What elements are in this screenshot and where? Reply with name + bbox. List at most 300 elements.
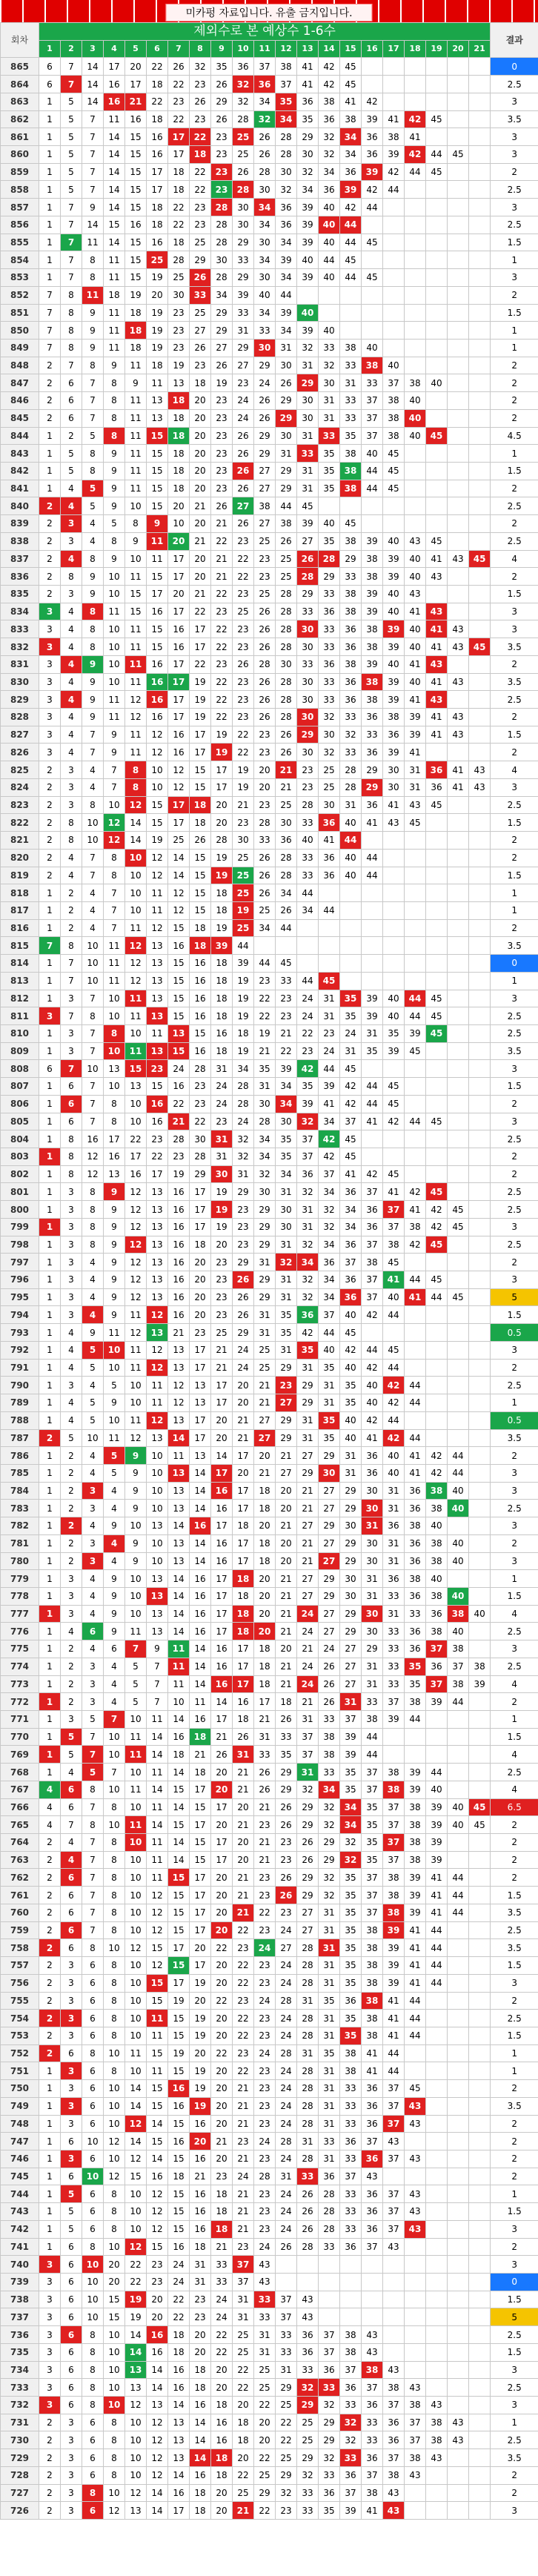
number-cell: 1 (39, 1534, 61, 1552)
number-cell: 28 (276, 603, 297, 620)
highlighted-number-red: 16 (147, 1095, 168, 1113)
empty-cell (362, 251, 383, 269)
number-cell: 22 (233, 1974, 254, 1992)
number-cell: 24 (276, 2115, 297, 2133)
number-cell: 43 (383, 2361, 405, 2379)
number-cell: 29 (319, 1570, 340, 1588)
number-cell: 23 (319, 1024, 340, 1042)
number-cell: 41 (426, 673, 448, 691)
empty-cell (405, 955, 426, 973)
number-cell: 11 (125, 480, 147, 497)
highlighted-number-red: 34 (297, 1254, 319, 1271)
number-cell: 38 (362, 2484, 383, 2502)
number-cell: 6 (61, 2044, 82, 2062)
empty-cell (469, 1781, 491, 1798)
empty-cell (469, 357, 491, 374)
empty-cell (469, 2397, 491, 2414)
number-cell: 29 (254, 427, 276, 445)
number-cell: 12 (168, 901, 190, 919)
number-cell: 16 (190, 2220, 211, 2238)
number-cell: 11 (125, 1728, 147, 1746)
number-cell: 43 (405, 2379, 426, 2397)
number-cell: 14 (190, 1464, 211, 1482)
number-cell: 22 (254, 2502, 276, 2520)
number-cell: 38 (383, 1887, 405, 1904)
number-cell: 36 (362, 2115, 383, 2133)
highlighted-number-red: 39 (340, 181, 362, 199)
number-cell: 1 (39, 110, 61, 128)
number-cell: 16 (168, 1218, 190, 1236)
number-cell: 41 (383, 2027, 405, 2044)
empty-cell (469, 2361, 491, 2379)
number-cell: 1 (39, 1377, 61, 1394)
highlighted-number-green: 38 (340, 462, 362, 480)
number-cell: 17 (190, 1429, 211, 1447)
number-cell: 7 (82, 1798, 104, 1816)
number-cell: 12 (147, 867, 168, 884)
number-cell: 20 (147, 2308, 168, 2326)
number-cell: 13 (168, 1341, 190, 1359)
number-cell: 30 (297, 392, 319, 410)
empty-cell (383, 2291, 405, 2308)
empty-cell (362, 497, 383, 515)
highlighted-number-red: 12 (125, 1236, 147, 1254)
number-cell: 12 (168, 1394, 190, 1412)
result-cell: 2 (491, 1992, 538, 2010)
number-cell: 12 (147, 1341, 168, 1359)
number-cell: 23 (211, 427, 233, 445)
result-cell: 1.5 (491, 2203, 538, 2221)
number-cell: 5 (61, 1746, 82, 1764)
number-cell: 21 (254, 1377, 276, 1394)
empty-cell (448, 867, 469, 884)
number-cell: 4 (61, 1359, 82, 1377)
number-cell: 20 (147, 286, 168, 304)
number-cell: 6 (61, 2343, 82, 2361)
result-cell: 1.5 (491, 1728, 538, 1746)
number-cell: 6 (82, 2449, 104, 2467)
number-cell: 36 (362, 2220, 383, 2238)
number-cell: 10 (125, 1869, 147, 1887)
table-row (1, 1007, 538, 1025)
number-cell: 30 (297, 673, 319, 691)
number-cell: 45 (362, 234, 383, 251)
empty-cell (426, 867, 448, 884)
highlighted-number-red: 20 (211, 1781, 233, 1798)
number-cell: 30 (254, 1095, 276, 1113)
number-cell: 24 (211, 2308, 233, 2326)
empty-cell (426, 445, 448, 463)
number-cell: 1 (39, 1271, 61, 1289)
number-cell: 32 (319, 357, 340, 374)
empty-cell (469, 867, 491, 884)
highlighted-number-red: 12 (125, 2115, 147, 2133)
number-cell: 7 (82, 849, 104, 867)
number-cell: 45 (405, 2080, 426, 2098)
number-cell: 7 (104, 884, 125, 902)
number-cell: 10 (82, 2291, 104, 2308)
number-cell: 35 (319, 532, 340, 550)
number-cell: 33 (297, 655, 319, 673)
number-cell: 22 (233, 726, 254, 744)
result-cell: 1.5 (491, 1887, 538, 1904)
table-row (1, 357, 538, 374)
number-cell: 14 (168, 1587, 190, 1605)
number-cell: 23 (254, 2080, 276, 2098)
number-cell: 38 (362, 638, 383, 656)
number-cell: 12 (125, 1218, 147, 1236)
number-cell: 24 (297, 1007, 319, 1025)
empty-cell (405, 901, 426, 919)
number-cell: 1 (39, 1570, 61, 1588)
number-cell: 40 (383, 1288, 405, 1306)
number-cell: 21 (276, 1623, 297, 1640)
table-row (1, 1165, 538, 1183)
number-cell: 13 (147, 955, 168, 973)
number-cell: 39 (340, 1728, 362, 1746)
number-cell: 2 (39, 2449, 61, 2467)
highlighted-number-green: 17 (168, 673, 190, 691)
round-number: 743 (1, 2203, 39, 2221)
number-cell: 20 (190, 462, 211, 480)
number-cell: 17 (211, 1623, 233, 1640)
highlighted-number-red: 44 (340, 832, 362, 850)
number-cell: 44 (340, 234, 362, 251)
empty-cell (405, 234, 426, 251)
number-cell: 11 (104, 304, 125, 322)
number-cell: 26 (276, 2238, 297, 2256)
number-cell: 17 (147, 163, 168, 181)
empty-cell (448, 1271, 469, 1289)
number-cell: 30 (362, 1534, 383, 1552)
number-cell: 40 (426, 1781, 448, 1798)
empty-cell (448, 163, 469, 181)
number-cell: 17 (147, 181, 168, 199)
number-cell: 44 (362, 1341, 383, 1359)
number-cell: 18 (168, 480, 190, 497)
number-cell: 12 (125, 972, 147, 990)
round-number: 799 (1, 1218, 39, 1236)
table-row (1, 849, 538, 867)
number-cell: 4 (61, 1764, 82, 1781)
number-cell: 36 (362, 2203, 383, 2221)
number-cell: 28 (340, 778, 362, 796)
number-cell: 31 (276, 2361, 297, 2379)
number-cell: 23 (211, 480, 233, 497)
number-cell: 11 (82, 234, 104, 251)
number-cell: 20 (190, 515, 211, 533)
number-cell: 44 (276, 919, 297, 937)
number-cell: 3 (61, 1042, 82, 1060)
number-cell: 28 (297, 2080, 319, 2098)
empty-cell (448, 58, 469, 76)
number-cell: 38 (362, 620, 383, 638)
number-cell: 38 (405, 2449, 426, 2467)
empty-cell (383, 269, 405, 287)
number-cell: 8 (104, 1957, 125, 1975)
number-cell: 42 (426, 1447, 448, 1465)
result-cell: 2.5 (491, 76, 538, 93)
number-cell: 42 (319, 1148, 340, 1166)
highlighted-number-red: 32 (297, 2379, 319, 2397)
round-number: 856 (1, 216, 39, 234)
empty-cell (469, 568, 491, 586)
number-cell: 10 (104, 2238, 125, 2256)
empty-cell (469, 2274, 491, 2291)
number-cell: 15 (190, 1851, 211, 1869)
empty-cell (426, 2326, 448, 2344)
number-cell: 16 (190, 2185, 211, 2203)
number-cell: 37 (362, 1271, 383, 1289)
number-cell: 14 (168, 2397, 190, 2414)
highlighted-number-red: 42 (405, 110, 426, 128)
number-cell: 35 (340, 1904, 362, 1921)
number-cell: 36 (362, 146, 383, 164)
result-cell: 4 (491, 1675, 538, 1693)
highlighted-number-green: 42 (297, 1060, 319, 1078)
number-cell: 31 (297, 1201, 319, 1219)
number-cell: 11 (104, 322, 125, 340)
number-cell: 12 (82, 1165, 104, 1183)
round-number: 816 (1, 919, 39, 937)
highlighted-number-red: 15 (147, 1974, 168, 1992)
empty-cell (405, 480, 426, 497)
table-row (1, 1957, 538, 1975)
number-cell: 21 (233, 1781, 254, 1798)
number-cell: 44 (254, 955, 276, 973)
highlighted-number-red: 26 (276, 1887, 297, 1904)
number-cell: 38 (254, 497, 276, 515)
round-number: 739 (1, 2274, 39, 2291)
empty-cell (469, 322, 491, 340)
number-cell: 44 (426, 1957, 448, 1975)
number-cell: 11 (104, 972, 125, 990)
round-number: 851 (1, 304, 39, 322)
number-cell: 7 (61, 1816, 82, 1834)
empty-cell (319, 2256, 340, 2274)
empty-cell (405, 1060, 426, 1078)
empty-cell (469, 409, 491, 427)
table-row (1, 2062, 538, 2080)
number-cell: 19 (211, 1183, 233, 1201)
number-cell: 13 (168, 1359, 190, 1377)
result-cell: 2.5 (491, 1377, 538, 1394)
empty-cell (426, 322, 448, 340)
number-cell: 33 (340, 2097, 362, 2115)
round-number: 797 (1, 1254, 39, 1271)
number-cell: 6 (82, 2080, 104, 2098)
number-cell: 40 (448, 1534, 469, 1552)
number-cell: 34 (340, 146, 362, 164)
number-cell: 32 (319, 1887, 340, 1904)
number-cell: 6 (82, 2431, 104, 2449)
number-cell: 12 (147, 2466, 168, 2484)
number-cell: 6 (61, 2274, 82, 2291)
number-cell: 40 (319, 199, 340, 216)
table-header (1, 23, 538, 58)
number-cell: 24 (276, 2150, 297, 2168)
empty-cell (362, 304, 383, 322)
number-cell: 31 (405, 778, 426, 796)
number-cell: 9 (104, 357, 125, 374)
number-cell: 26 (254, 884, 276, 902)
round-number: 830 (1, 673, 39, 691)
number-cell: 12 (125, 955, 147, 973)
number-cell: 7 (61, 269, 82, 287)
table-row (1, 2027, 538, 2044)
empty-cell (469, 2010, 491, 2027)
result-cell: 0 (491, 955, 538, 973)
result-cell: 3 (491, 1640, 538, 1658)
highlighted-number-red: 26 (233, 462, 254, 480)
number-cell: 18 (254, 1675, 276, 1693)
number-cell: 34 (276, 1165, 297, 1183)
number-cell: 8 (82, 1183, 104, 1201)
number-cell: 33 (340, 409, 362, 427)
number-cell: 29 (319, 1447, 340, 1465)
number-cell: 18 (190, 2361, 211, 2379)
number-cell: 33 (383, 1675, 405, 1693)
empty-cell (383, 1324, 405, 1342)
table-body (1, 58, 538, 2520)
highlighted-number-red: 25 (233, 128, 254, 146)
number-cell: 13 (168, 1500, 190, 1517)
number-cell: 3 (61, 2027, 82, 2044)
number-cell: 3 (82, 1500, 104, 1517)
round-number: 861 (1, 128, 39, 146)
number-cell: 37 (362, 1288, 383, 1306)
number-cell: 26 (233, 445, 254, 463)
number-cell: 36 (340, 638, 362, 656)
number-cell: 23 (233, 814, 254, 832)
highlighted-number-red: 38 (362, 357, 383, 374)
number-cell: 41 (340, 93, 362, 110)
number-cell: 13 (147, 1218, 168, 1236)
number-cell: 31 (297, 1429, 319, 1447)
number-cell: 44 (362, 480, 383, 497)
number-cell: 44 (405, 1007, 426, 1025)
number-cell: 11 (125, 1623, 147, 1640)
number-cell: 37 (362, 392, 383, 410)
round-number: 820 (1, 849, 39, 867)
number-cell: 36 (319, 110, 340, 128)
round-number: 819 (1, 867, 39, 884)
number-cell: 5 (104, 1377, 125, 1394)
highlighted-number-green: 13 (147, 1324, 168, 1342)
number-cell: 31 (297, 1411, 319, 1429)
empty-cell (383, 2274, 405, 2291)
number-cell: 43 (405, 2185, 426, 2203)
number-cell: 31 (254, 1324, 276, 1342)
number-cell: 45 (340, 76, 362, 93)
number-cell: 6 (82, 2010, 104, 2027)
number-cell: 24 (254, 2238, 276, 2256)
number-cell: 43 (448, 673, 469, 691)
table-row (1, 1447, 538, 1465)
number-cell: 9 (104, 1254, 125, 1271)
empty-cell (448, 128, 469, 146)
empty-cell (405, 2133, 426, 2150)
round-number: 752 (1, 2044, 39, 2062)
number-cell: 19 (168, 2044, 190, 2062)
number-cell: 37 (383, 2449, 405, 2467)
empty-cell (469, 1517, 491, 1535)
number-cell: 31 (254, 1728, 276, 1746)
number-cell: 31 (383, 1605, 405, 1623)
number-cell: 2 (61, 1464, 82, 1482)
number-cell: 36 (405, 1482, 426, 1500)
empty-cell (405, 357, 426, 374)
empty-cell (469, 1746, 491, 1764)
number-cell: 28 (276, 620, 297, 638)
number-cell: 31 (383, 1552, 405, 1570)
number-cell: 29 (276, 1764, 297, 1781)
empty-cell (405, 2502, 426, 2520)
number-cell: 26 (211, 76, 233, 93)
number-cell: 45 (383, 1165, 405, 1183)
highlighted-number-red: 12 (147, 1306, 168, 1324)
number-cell: 1 (39, 1201, 61, 1219)
highlighted-number-red: 33 (190, 286, 211, 304)
highlighted-number-green: 3 (39, 603, 61, 620)
number-cell: 28 (340, 761, 362, 779)
round-column-header: 회차 (1, 23, 39, 58)
highlighted-number-red: 26 (297, 550, 319, 568)
number-cell: 40 (383, 603, 405, 620)
empty-cell (405, 2343, 426, 2361)
round-number: 844 (1, 427, 39, 445)
result-cell: 2 (491, 1254, 538, 1271)
number-cell: 33 (297, 603, 319, 620)
empty-cell (405, 1078, 426, 1096)
empty-cell (469, 955, 491, 973)
number-cell: 21 (297, 1534, 319, 1552)
highlighted-number-red: 29 (297, 726, 319, 744)
column-number-header: 15 (340, 40, 362, 58)
number-cell: 17 (125, 1148, 147, 1166)
number-cell: 44 (405, 1271, 426, 1289)
number-cell: 38 (383, 392, 405, 410)
number-cell: 1 (39, 1411, 61, 1429)
number-cell: 23 (233, 1236, 254, 1254)
number-cell: 34 (319, 1113, 340, 1130)
empty-cell (448, 1183, 469, 1201)
number-cell: 2 (39, 1851, 61, 1869)
number-cell: 4 (82, 1447, 104, 1465)
number-cell: 16 (147, 128, 168, 146)
empty-cell (448, 937, 469, 955)
number-cell: 10 (104, 1007, 125, 1025)
round-number: 790 (1, 1377, 39, 1394)
number-cell: 39 (362, 655, 383, 673)
number-cell: 14 (125, 832, 147, 850)
number-cell: 12 (125, 2484, 147, 2502)
number-cell: 41 (405, 1957, 426, 1975)
highlighted-number-red: 17 (211, 1464, 233, 1482)
empty-cell (448, 1254, 469, 1271)
number-cell: 33 (276, 2326, 297, 2344)
number-cell: 40 (426, 1517, 448, 1535)
number-cell: 25 (254, 2466, 276, 2484)
number-cell: 26 (211, 1746, 233, 1764)
number-cell: 21 (211, 2238, 233, 2256)
number-cell: 16 (147, 146, 168, 164)
number-cell: 36 (340, 1236, 362, 1254)
empty-cell (448, 603, 469, 620)
number-cell: 3 (82, 1693, 104, 1711)
empty-cell (362, 515, 383, 533)
number-cell: 12 (125, 1939, 147, 1957)
